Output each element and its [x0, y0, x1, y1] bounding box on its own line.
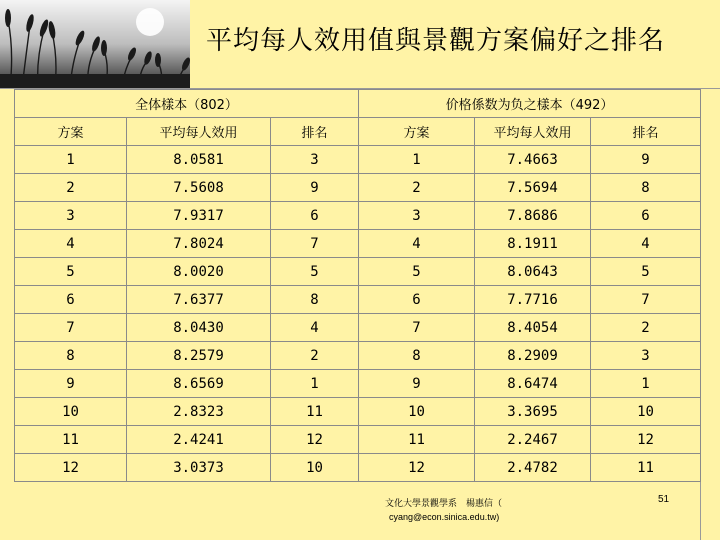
table-cell: 8.6569 [127, 370, 271, 398]
table-cell: 3 [271, 146, 359, 174]
table-cell: 3.0373 [127, 454, 271, 482]
table-cell: 10 [591, 398, 701, 426]
table-cell: 1 [591, 370, 701, 398]
table-cell: 2 [359, 174, 475, 202]
table-cell: 5 [591, 258, 701, 286]
table-cell: 5 [359, 258, 475, 286]
table-row [15, 202, 701, 230]
table-cell: 7.8024 [127, 230, 271, 258]
table-cell: 11 [271, 398, 359, 426]
table-cell: 7.8686 [475, 202, 591, 230]
table-cell: 2 [15, 174, 127, 202]
table-cell: 4 [591, 230, 701, 258]
table-row [15, 314, 701, 342]
table-cell: 12 [15, 454, 127, 482]
table-cell: 7.6377 [127, 286, 271, 314]
table-cell: 8.4054 [475, 314, 591, 342]
footer-credit [385, 496, 545, 524]
table-cell: 1 [271, 370, 359, 398]
table-cell: 12 [271, 426, 359, 454]
table-cell: 8.1911 [475, 230, 591, 258]
table-cell: 7.5608 [127, 174, 271, 202]
table-row [15, 342, 701, 370]
table-cell: 12 [591, 426, 701, 454]
table-cell: 4 [271, 314, 359, 342]
table-cell: 6 [15, 286, 127, 314]
table-cell: 1 [359, 146, 475, 174]
table-cell: 12 [359, 454, 475, 482]
group-header-full-sample: 全体樣本（802） [15, 90, 359, 118]
table-cell: 9 [359, 370, 475, 398]
column-header: 平均每人效用 [475, 118, 591, 146]
table-row [15, 426, 701, 454]
table-cell: 11 [591, 454, 701, 482]
page-number: 51 [658, 494, 670, 505]
table-cell: 10 [359, 398, 475, 426]
table-cell: 8 [15, 342, 127, 370]
column-header: 平均每人效用 [127, 118, 271, 146]
table-cell: 9 [15, 370, 127, 398]
table-row [15, 230, 701, 258]
column-header-row [15, 118, 701, 146]
table-body [15, 146, 701, 482]
table-cell: 3.3695 [475, 398, 591, 426]
table-cell: 8.2579 [127, 342, 271, 370]
table-cell: 7 [271, 230, 359, 258]
table-cell: 8.0020 [127, 258, 271, 286]
table-cell: 8.2909 [475, 342, 591, 370]
table-row [15, 454, 701, 482]
table-cell: 2.8323 [127, 398, 271, 426]
table-cell: 7 [591, 286, 701, 314]
wheat-field-photo [0, 0, 190, 88]
table-cell: 9 [591, 146, 701, 174]
table-cell: 9 [271, 174, 359, 202]
column-header: 方案 [359, 118, 475, 146]
table-row [15, 146, 701, 174]
table-cell: 8.0643 [475, 258, 591, 286]
table-cell: 8.0430 [127, 314, 271, 342]
ranking-table [14, 89, 701, 482]
table-row [15, 286, 701, 314]
table-cell: 6 [271, 202, 359, 230]
table-cell: 10 [15, 398, 127, 426]
table-cell: 3 [359, 202, 475, 230]
footer-line-1: 文化大學景觀學系 楊惠信（ [385, 498, 503, 508]
table-cell: 6 [359, 286, 475, 314]
table-cell: 2 [271, 342, 359, 370]
table-cell: 1 [15, 146, 127, 174]
table-cell: 2 [591, 314, 701, 342]
table-cell: 5 [271, 258, 359, 286]
page-title: 平均每人效用值與景觀方案偏好之排名 [206, 26, 666, 56]
table-cell: 6 [591, 202, 701, 230]
table-cell: 7 [15, 314, 127, 342]
column-header: 排名 [271, 118, 359, 146]
table-cell: 2.4241 [127, 426, 271, 454]
table-cell: 3 [591, 342, 701, 370]
table-cell: 8 [359, 342, 475, 370]
table-cell: 2.4782 [475, 454, 591, 482]
table-cell: 7.4663 [475, 146, 591, 174]
table-row [15, 258, 701, 286]
table-cell: 7 [359, 314, 475, 342]
table-cell: 8 [591, 174, 701, 202]
table-row [15, 370, 701, 398]
group-header-negative-price-sample: 价格係数为负之樣本（492） [359, 90, 701, 118]
table-cell: 7.5694 [475, 174, 591, 202]
footer-line-2: cyang@econ.sinica.edu.tw) [389, 512, 500, 522]
table-cell: 8.0581 [127, 146, 271, 174]
table-cell: 11 [15, 426, 127, 454]
table-cell: 2.2467 [475, 426, 591, 454]
table-cell: 8 [271, 286, 359, 314]
group-header-row [15, 90, 701, 118]
table-cell: 7.9317 [127, 202, 271, 230]
table-cell: 8.6474 [475, 370, 591, 398]
table-cell: 7.7716 [475, 286, 591, 314]
table-row [15, 174, 701, 202]
column-header: 方案 [15, 118, 127, 146]
table-cell: 4 [359, 230, 475, 258]
table-cell: 5 [15, 258, 127, 286]
table-cell: 4 [15, 230, 127, 258]
table-row [15, 398, 701, 426]
table-cell: 11 [359, 426, 475, 454]
table-cell: 10 [271, 454, 359, 482]
table-cell: 3 [15, 202, 127, 230]
column-header: 排名 [591, 118, 701, 146]
